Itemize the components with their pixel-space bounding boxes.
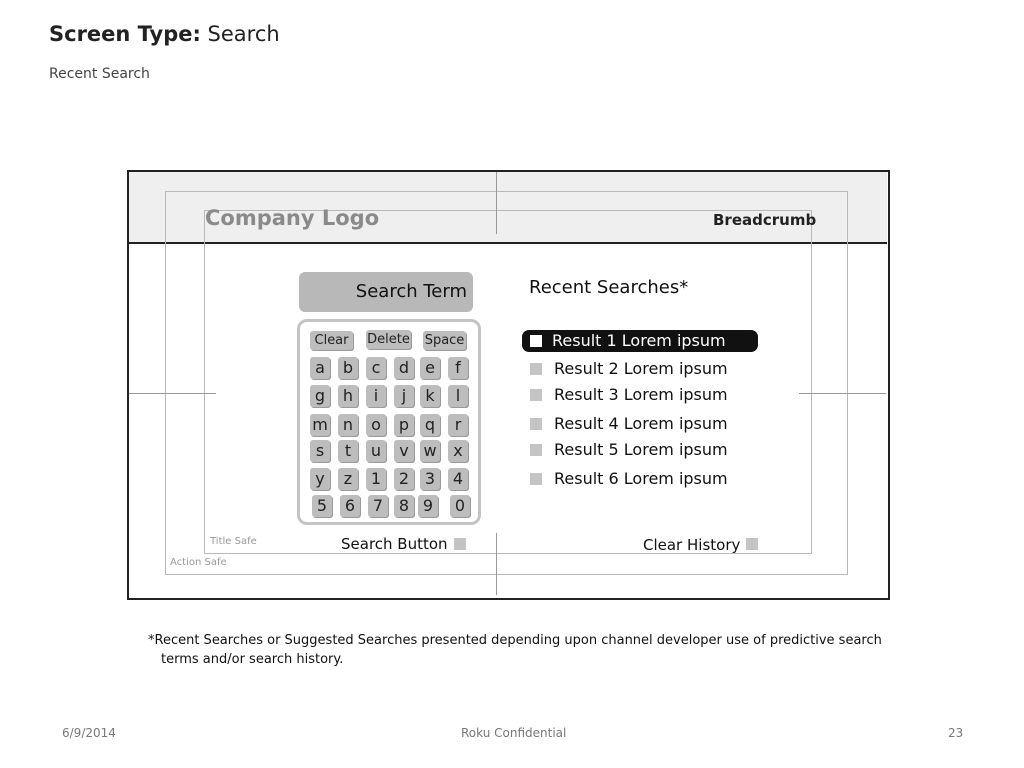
- result-bullet: [530, 363, 542, 375]
- key-n[interactable]: n: [338, 414, 358, 436]
- key-v[interactable]: v: [394, 440, 414, 462]
- footnote-line-2: terms and/or search history.: [161, 652, 344, 667]
- key-o[interactable]: o: [366, 414, 386, 436]
- key-9[interactable]: 9: [418, 495, 438, 517]
- key-3[interactable]: 3: [420, 468, 440, 490]
- key-b[interactable]: b: [338, 357, 358, 379]
- key-p[interactable]: p: [394, 414, 414, 436]
- footer-page-number: 23: [948, 726, 964, 740]
- key-w[interactable]: w: [420, 440, 440, 462]
- result-label: Result 4 Lorem ipsum: [554, 414, 728, 433]
- result-bullet: [530, 335, 542, 347]
- key-c[interactable]: c: [366, 357, 386, 379]
- title-safe-guide: [204, 210, 812, 554]
- on-screen-keyboard: [297, 319, 481, 525]
- recent-result-5[interactable]: [530, 439, 730, 461]
- search-button[interactable]: [341, 534, 448, 553]
- key-u[interactable]: u: [366, 440, 386, 462]
- key-delete[interactable]: Delete: [367, 332, 410, 347]
- result-label: Result 6 Lorem ipsum: [554, 469, 728, 488]
- search-button-label: Search Button: [341, 535, 448, 553]
- key-h[interactable]: h: [338, 385, 358, 407]
- recent-searches-title: Recent Searches*: [529, 277, 689, 298]
- title-safe-label: Title Safe: [210, 536, 257, 547]
- key-e[interactable]: e: [420, 357, 440, 379]
- key-x[interactable]: x: [448, 440, 468, 462]
- footer-confidential: Roku Confidential: [461, 726, 567, 740]
- key-1[interactable]: 1: [366, 468, 386, 490]
- slide-title: [49, 22, 280, 46]
- key-clear[interactable]: Clear: [310, 331, 353, 350]
- key-m[interactable]: m: [310, 414, 330, 436]
- key-f[interactable]: f: [448, 357, 468, 379]
- center-guide-top: [496, 172, 497, 234]
- slide-title-value: Search: [200, 22, 280, 46]
- key-g[interactable]: g: [310, 385, 330, 407]
- key-0[interactable]: 0: [450, 495, 470, 517]
- result-bullet: [530, 418, 542, 430]
- key-space[interactable]: Space: [424, 333, 465, 348]
- result-label: Result 1 Lorem ipsum: [552, 331, 726, 350]
- company-logo: Company Logo: [205, 206, 380, 230]
- clear-history-icon: [746, 538, 758, 550]
- key-2[interactable]: 2: [394, 468, 414, 490]
- key-d[interactable]: d: [394, 357, 414, 379]
- recent-result-2[interactable]: [530, 358, 730, 380]
- result-label: Result 3 Lorem ipsum: [554, 385, 728, 404]
- recent-result-4[interactable]: [530, 413, 730, 435]
- key-6[interactable]: 6: [340, 495, 360, 517]
- footnote: [148, 631, 888, 669]
- result-label: Result 5 Lorem ipsum: [554, 440, 728, 459]
- key-y[interactable]: y: [310, 468, 330, 490]
- center-guide-bottom: [496, 533, 497, 595]
- key-j[interactable]: j: [394, 385, 414, 407]
- recent-result-3[interactable]: [530, 384, 730, 406]
- clear-history-label: Clear History: [643, 536, 741, 554]
- footer-date: 6/9/2014: [62, 726, 116, 740]
- search-term-field[interactable]: Search Term: [299, 272, 473, 312]
- key-i[interactable]: i: [366, 385, 386, 407]
- slide-subtitle: Recent Search: [49, 66, 150, 82]
- key-z[interactable]: z: [338, 468, 358, 490]
- key-r[interactable]: r: [448, 414, 468, 436]
- result-bullet: [530, 473, 542, 485]
- key-s[interactable]: s: [310, 440, 330, 462]
- center-guide-right: [799, 393, 886, 394]
- key-l[interactable]: l: [448, 385, 468, 407]
- recent-result-1[interactable]: [522, 330, 758, 352]
- key-8[interactable]: 8: [394, 495, 414, 517]
- search-button-icon: [454, 538, 466, 550]
- key-4[interactable]: 4: [448, 468, 468, 490]
- key-k[interactable]: k: [420, 385, 440, 407]
- key-q[interactable]: q: [420, 414, 440, 436]
- result-bullet: [530, 444, 542, 456]
- key-7[interactable]: 7: [368, 495, 388, 517]
- recent-result-6[interactable]: [530, 468, 730, 490]
- clear-history-button[interactable]: [643, 535, 740, 554]
- slide-title-label: Screen Type:: [49, 22, 201, 46]
- result-label: Result 2 Lorem ipsum: [554, 359, 728, 378]
- center-guide-left: [129, 393, 216, 394]
- key-a[interactable]: a: [310, 357, 330, 379]
- key-t[interactable]: t: [338, 440, 358, 462]
- action-safe-label: Action Safe: [170, 557, 227, 568]
- result-bullet: [530, 389, 542, 401]
- key-5[interactable]: 5: [312, 495, 332, 517]
- footnote-line-1: *Recent Searches or Suggested Searches presented depending upon channel developer use of predictive search: [148, 633, 882, 648]
- breadcrumb: Breadcrumb: [713, 211, 817, 229]
